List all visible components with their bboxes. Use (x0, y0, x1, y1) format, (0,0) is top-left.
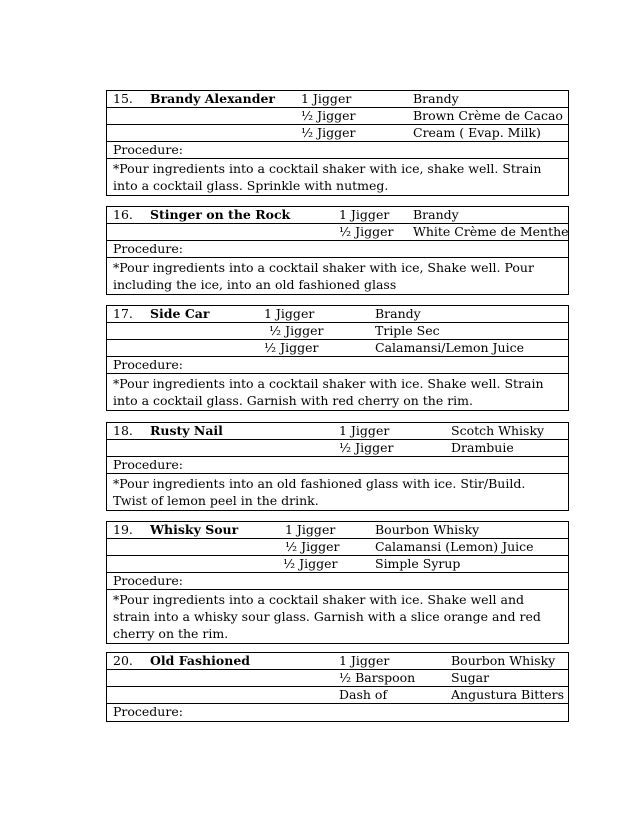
recipe-table-18 (106, 422, 569, 511)
ingredient-row (107, 323, 568, 340)
ingredient-item: Cream ( Evap. Milk) (413, 125, 541, 140)
cocktail-name: Rusty Nail (150, 423, 223, 438)
cocktail-name: Stinger on the Rock (150, 207, 291, 222)
procedure-row (107, 474, 568, 510)
cocktail-name: Side Car (150, 306, 210, 321)
ingredient-item: White Crème de Menthe (413, 224, 569, 239)
ingredient-item: Brandy (413, 207, 459, 222)
ingredient-item: Scotch Whisky (451, 423, 545, 438)
ingredient-item: Calamansi (Lemon) Juice (375, 539, 534, 554)
ingredient-item: Brown Crème de Cacao (413, 108, 563, 123)
cocktail-name: Old Fashioned (150, 653, 251, 668)
ingredient-row (107, 207, 568, 224)
ingredient-item: Brandy (375, 306, 421, 321)
procedure-row (107, 258, 568, 294)
recipe-table-20 (106, 652, 569, 722)
ingredient-row (107, 653, 568, 670)
procedure-row (107, 374, 568, 410)
ingredient-amount: ½ Jigger (285, 539, 340, 554)
ingredient-amount: ½ Jigger (264, 340, 319, 355)
procedure-label: Procedure: (113, 142, 183, 157)
ingredient-row (107, 125, 568, 142)
recipe-table-16 (106, 206, 569, 295)
procedure-label-row (107, 457, 568, 474)
ingredient-amount: 1 Jigger (339, 653, 390, 668)
recipe-number: 16. (113, 207, 133, 222)
cocktail-name: Whisky Sour (150, 522, 239, 537)
procedure-label: Procedure: (113, 357, 183, 372)
procedure-text: *Pour ingredients into a cocktail shaker with ice, shake well. Strain into a cocktail glass. Sprinkle with nutmeg. (113, 161, 542, 193)
ingredient-amount: ½ Jigger (269, 323, 324, 338)
ingredient-row (107, 440, 568, 457)
ingredient-item: Brandy (413, 91, 459, 106)
procedure-row (107, 590, 568, 643)
ingredient-row (107, 687, 568, 704)
procedure-text: *Pour ingredients into a cocktail shaker with ice. Shake well and strain into a whisky sour glass. Garnish with a slice orange and red cherry on the rim. (113, 592, 541, 641)
ingredient-amount: 1 Jigger (285, 522, 336, 537)
ingredient-item: Angustura Bitters (451, 687, 565, 702)
recipe-number: 18. (113, 423, 133, 438)
procedure-label: Procedure: (113, 241, 183, 256)
ingredient-item: Bourbon Whisky (451, 653, 556, 668)
ingredient-amount: 1 Jigger (339, 207, 390, 222)
ingredient-item: Sugar (451, 670, 490, 685)
ingredient-row (107, 91, 568, 108)
recipe-number: 20. (113, 653, 133, 668)
ingredient-row (107, 340, 568, 357)
ingredient-item: Simple Syrup (375, 556, 461, 571)
ingredient-item: Drambuie (451, 440, 514, 455)
procedure-label: Procedure: (113, 457, 183, 472)
ingredient-row (107, 423, 568, 440)
ingredient-amount: ½ Jigger (283, 556, 338, 571)
ingredient-row (107, 670, 568, 687)
procedure-text: *Pour ingredients into a cocktail shaker with ice. Shake well. Strain into a cocktail glass. Garnish with red cherry on the rim. (113, 376, 544, 408)
ingredient-row (107, 224, 568, 241)
procedure-label-row (107, 241, 568, 258)
procedure-row (107, 159, 568, 195)
procedure-label-row (107, 357, 568, 374)
recipe-number: 17. (113, 306, 133, 321)
recipe-table-15 (106, 90, 569, 196)
ingredient-amount: ½ Jigger (339, 440, 394, 455)
ingredient-amount: ½ Jigger (301, 108, 356, 123)
ingredient-row (107, 522, 568, 539)
recipe-number: 15. (113, 91, 133, 106)
ingredient-item: Bourbon Whisky (375, 522, 480, 537)
ingredient-item: Calamansi/Lemon Juice (375, 340, 525, 355)
ingredient-amount: 1 Jigger (301, 91, 352, 106)
ingredient-row (107, 306, 568, 323)
ingredient-amount: ½ Jigger (339, 224, 394, 239)
cocktail-name: Brandy Alexander (150, 91, 276, 106)
ingredient-amount: 1 Jigger (264, 306, 315, 321)
procedure-text: *Pour ingredients into a cocktail shaker with ice, Shake well. Pour including the ice, into an old fashioned glass (113, 260, 534, 292)
recipe-table-17 (106, 305, 569, 411)
ingredient-amount: ½ Barspoon (339, 670, 416, 685)
recipe-table-19 (106, 521, 569, 644)
ingredient-amount: Dash of (339, 687, 388, 702)
procedure-label-row (107, 573, 568, 590)
ingredient-amount: 1 Jigger (339, 423, 390, 438)
procedure-label-row (107, 704, 568, 721)
recipe-number: 19. (113, 522, 133, 537)
procedure-label: Procedure: (113, 573, 183, 588)
ingredient-row (107, 108, 568, 125)
ingredient-item: Triple Sec (375, 323, 440, 338)
procedure-label: Procedure: (113, 704, 183, 719)
procedure-text: *Pour ingredients into an old fashioned glass with ice. Stir/Build. Twist of lemon peel in the drink. (113, 476, 526, 508)
ingredient-amount: ½ Jigger (301, 125, 356, 140)
ingredient-row (107, 539, 568, 556)
ingredient-row (107, 556, 568, 573)
procedure-label-row (107, 142, 568, 159)
